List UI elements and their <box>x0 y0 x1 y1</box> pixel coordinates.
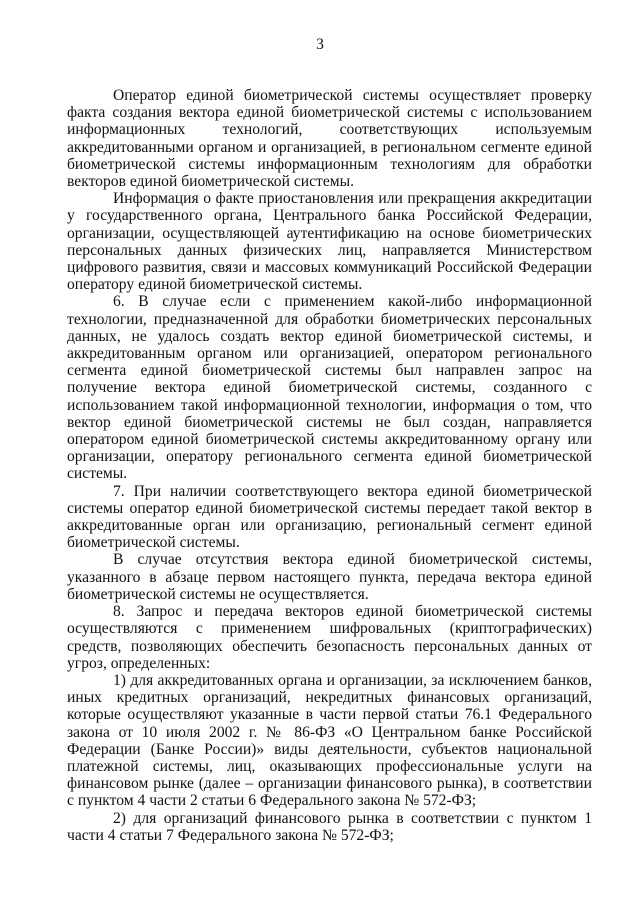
paragraph: Информация о факте приостановления или прекращения аккредитации у государственного органа, Центрального банка Российской Федерации, организации, осуществляющей аутентификацию на основе биометрических персональных данных физических лиц, направляется Министерством цифрового развития, связи и массовых коммуникаций Российской Федерации оператору единой биометрической системы. <box>67 190 592 294</box>
paragraph: Оператор единой биометрической системы осуществляет проверку факта создания вектора единой биометрической системы с использованием информационных технологий, соответствующих используемым аккредитованными органом и организацией, в региональном сегменте единой биометрической системы информационным технологиям для обработки векторов единой биометрической системы. <box>67 87 592 191</box>
document-body <box>67 87 592 844</box>
paragraph: 8. Запрос и передача векторов единой биометрической системы осуществляются с применением шифровальных (криптографических) средств, позволяющих обеспечить безопасность персональных данных от угроз, определенных: <box>67 603 592 672</box>
page-number: 3 <box>316 36 324 53</box>
paragraph: 2) для организаций финансового рынка в соответствии с пунктом 1 части 4 статьи 7 Федерального закона № 572-ФЗ; <box>67 809 592 844</box>
paragraph: 1) для аккредитованных органа и организации, за исключением банков, иных кредитных организаций, некредитных финансовых организаций, которые осуществляют указанные в части первой статьи 76.1 Федерального закона от 10 июля 2002 г. № 86-ФЗ «О Центральном банке Российской Федерации (Банке России)» виды деятельности, субъектов национальной платежной системы, лиц, оказывающих профессиональные услуги на финансовом рынке (далее – организации финансового рынка), в соответствии с пунктом 4 части 2 статьи 6 Федерального закона № 572-ФЗ; <box>67 671 592 810</box>
paragraph: 6. В случае если с применением какой-либо информационной технологии, предназначенной для обработки биометрических персональных данных, не удалось создать вектор единой биометрической системы, и аккредитованным органом или организацией, оператором регионального сегмента единой биометрической системы был направлен запрос на получение вектора единой биометрической системы, созданного с использованием такой информационной технологии, информация о том, что вектор единой биометрической системы не был создан, направляется оператором единой биометрической системы аккредитованному органу или организации, оператору регионального сегмента единой биометрической системы. <box>67 293 592 483</box>
paragraph: В случае отсутствия вектора единой биометрической системы, указанного в абзаце первом настоящего пункта, передача вектора единой биометрической системы не осуществляется. <box>67 551 592 603</box>
paragraph: 7. При наличии соответствующего вектора единой биометрической системы оператор единой биометрической системы передает такой вектор в аккредитованные орган или организацию, региональный сегмент единой биометрической системы. <box>67 482 592 552</box>
